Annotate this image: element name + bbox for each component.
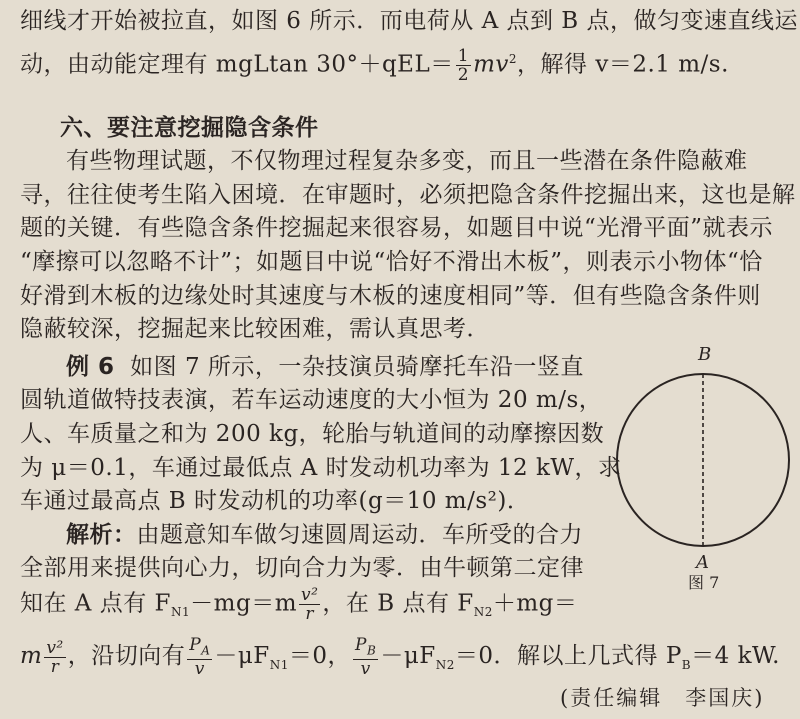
superscript: 2 (508, 52, 518, 66)
numerator-symbol: P (355, 635, 367, 655)
text-segment: ＝4 kW. (691, 643, 780, 670)
example-label: 例 6 (66, 354, 115, 380)
fraction-pa-over-v (187, 636, 212, 678)
text-segment: ＋mg＝ (492, 590, 578, 617)
subscript: N1 (171, 605, 191, 620)
circle-track-diagram (600, 330, 800, 570)
fraction-numerator: v² (301, 585, 319, 605)
paragraph-line-3: 题的关键．有些隐含条件挖掘起来很容易，如题目中说“光滑平面”就表示 (20, 215, 774, 241)
fraction-denominator: 2 (457, 65, 470, 86)
figure-caption: 图 7 (688, 573, 720, 592)
fraction-denominator: r (305, 604, 315, 624)
fraction-denominator: r (50, 656, 60, 677)
subscript: N2 (435, 657, 455, 672)
paragraph-line-4: “摩擦可以忽略不计”；如题目中说“恰好不滑出木板”，则表示小物体“恰 (20, 249, 763, 275)
text-segment: m (20, 643, 43, 670)
text-segment: ，解得 v＝2.1 m/s. (517, 51, 729, 78)
subscript: B (367, 643, 377, 658)
fraction-numerator: v² (46, 637, 64, 658)
fraction-v2-over-r (44, 639, 65, 676)
solution-label: 解析： (66, 522, 137, 548)
text-segment: 由题意知车做匀速圆周运动．车所受的合力 (136, 522, 583, 548)
example-line-5: 车通过最高点 B 时发动机的功率(g＝10 m/s²)． (20, 488, 531, 514)
solution-line-2: 全部用来提供向心力，切向合力为零．由牛顿第二定律 (20, 555, 584, 581)
text-segment: ＝0， (288, 643, 352, 670)
paragraph-line-1: 有些物理试题，不仅物理过程复杂多变，而且一些潜在条件隐蔽难 (66, 148, 748, 174)
text-segment: ，沿切向有 (67, 643, 186, 670)
point-a-label: A (696, 552, 709, 570)
subscript: B (681, 657, 692, 672)
text-segment: －mg＝m (190, 590, 297, 617)
example-line-2: 圆轨道做特技表演，若车运动速度的大小恒为 20 m/s， (20, 387, 603, 413)
text-segment: －μF (380, 643, 436, 670)
text-segment: 如图 7 所示，一杂技演员骑摩托车沿一竖直 (130, 354, 584, 380)
subscript: A (201, 643, 211, 658)
fraction-numerator (353, 636, 378, 660)
subscript: N1 (269, 657, 289, 672)
text-line-1: 细线才开始被拉直，如图 6 所示．而电荷从 A 点到 B 点，做匀变速直线运 (20, 8, 799, 34)
subscript: N2 (473, 605, 493, 620)
text-segment: ＝0．解以上几式得 P (454, 643, 682, 670)
numerator-symbol: P (189, 635, 202, 655)
point-b-label: B (698, 344, 712, 365)
text-segment: 动，由动能定理有 mgLtan 30°＋qEL＝ (20, 51, 454, 78)
paragraph-line-2: 寻，往往使考生陷入困境．在审题时，必须把隐含条件挖掘出来，这也是解 (20, 182, 796, 208)
example-line-3: 人、车质量之和为 200 kg，轮胎与轨道间的动摩擦因数 (20, 421, 605, 447)
fraction-numerator: 1 (457, 46, 470, 67)
fraction-pb-over-v (353, 636, 378, 678)
section-heading: 六、要注意挖掘隐含条件 (60, 115, 319, 141)
fraction-denominator: v (360, 659, 371, 680)
example-line-4: 为 μ＝0.1，车通过最低点 A 时发动机功率为 12 kW，求 (20, 455, 622, 481)
text-segment: 知在 A 点有 F (20, 590, 172, 617)
fraction-numerator (187, 636, 212, 660)
fraction-one-half (456, 47, 471, 84)
fraction-v2-over-r (299, 586, 320, 623)
solution-line-1 (66, 520, 583, 550)
solution-line-4 (20, 636, 780, 680)
text-line-2 (20, 44, 729, 84)
example-line-1 (66, 352, 584, 382)
figure-7 (600, 330, 800, 600)
text-segment: ，在 B 点有 F (322, 590, 474, 617)
text-segment: －μF (214, 643, 270, 670)
text-segment: mv (473, 51, 509, 78)
paragraph-line-5: 好滑到木板的边缘处时其速度与木板的速度相同”等．但有些隐含条件则 (20, 283, 761, 309)
fraction-denominator: v (194, 659, 205, 680)
editor-credit: (责任编辑 李国庆) (560, 686, 765, 710)
solution-line-3 (20, 586, 577, 627)
paragraph-line-6: 隐蔽较深，挖掘起来比较困难，需认真思考． (20, 316, 490, 342)
